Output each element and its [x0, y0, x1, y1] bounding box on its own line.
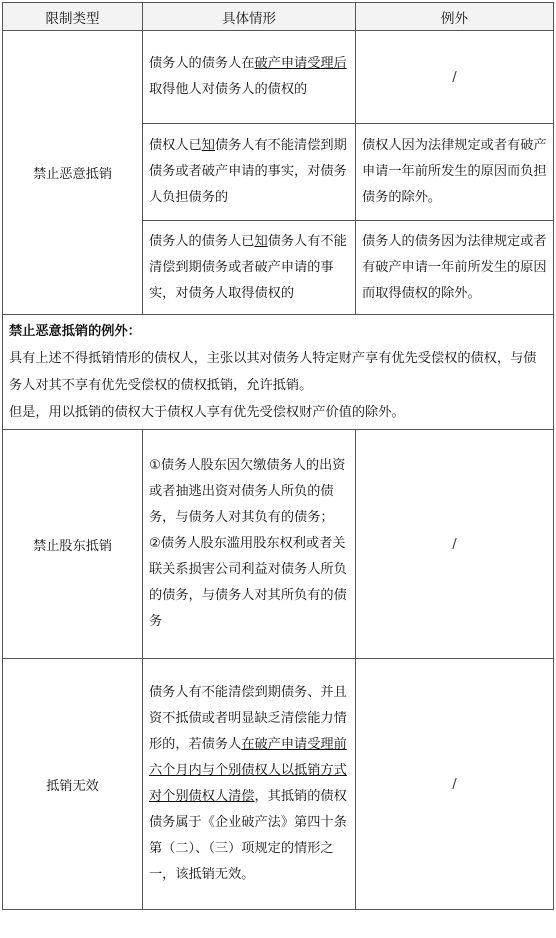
- shareholder-detail: [143, 430, 356, 659]
- exceptions-row: [3, 315, 554, 430]
- exceptions-block: [3, 315, 554, 430]
- malicious-exception-3: 债务人的债务因为法律规定或者有破产申请一年前所发生的原因而取得债权的除外。: [356, 221, 554, 315]
- malicious-exception-2: 债权人因为法律规定或者有破产申请一年前所发生的原因而负担债务的除外。: [356, 124, 554, 221]
- invalid-exception: /: [356, 659, 554, 910]
- text: ，其抵销的债权债务属于《企业破产法》第四十条第（二）、（三）项规定的情形之一，该抵销无效。: [149, 789, 347, 882]
- header-type: 限制类型: [3, 3, 143, 31]
- type-shareholder-offset: 禁止股东抵销: [3, 430, 143, 659]
- text: 债务人的债务人在: [149, 56, 255, 71]
- header-row: [3, 3, 554, 31]
- malicious-exception-1: /: [356, 31, 554, 124]
- shareholder-detail-2: ②债务人股东滥用股东权利或者关联关系损害公司利益对债务人所负的债务，与债务人对其所负有的债务: [149, 536, 347, 629]
- type-malicious-offset: 禁止恶意抵销: [3, 31, 143, 315]
- text: 债务人有不能清偿到期债务或者破产申请的事实，对债务人负担债务的: [149, 138, 347, 205]
- text: 债务人有不能清偿到期债务、并且资不抵债或者明显缺乏清偿能力情形的，若债务人: [149, 685, 347, 752]
- underlined-text: 知: [254, 233, 268, 249]
- shareholder-detail-1: ①债务人股东因欠缴债务人的出资或者抽逃出资对债务人所负的债务，与债务人对其负有的债务；: [149, 458, 346, 525]
- malicious-detail-1: [143, 31, 356, 124]
- restriction-table: [2, 2, 554, 910]
- text: 债务人有不能清偿到期债务或者破产申请的事实，对债务人取得债权的: [149, 233, 347, 301]
- exceptions-paragraph-1: 具有上述不得抵销情形的债权人，主张以其对债务人特定财产享有优先受偿权的债权，与债务人对其不享有优先受偿权的债权抵销，允许抵销。: [9, 351, 537, 393]
- malicious-row-1: [3, 31, 554, 124]
- text: 债权人已: [149, 138, 202, 153]
- exceptions-paragraph-2: 但是，用以抵销的债权大于债权人享有优先受偿权财产价值的除外。: [9, 405, 405, 420]
- exceptions-title: 禁止恶意抵销的例外：: [9, 324, 141, 339]
- header-detail: 具体情形: [143, 3, 356, 31]
- invalid-row: [3, 659, 554, 910]
- underlined-text: 在破产申请受理前六个月内与个别债权人以抵销方式对个别债权人清偿: [149, 737, 347, 804]
- shareholder-row: [3, 430, 554, 659]
- type-offset-invalid: 抵销无效: [3, 659, 143, 910]
- invalid-detail: [143, 659, 356, 910]
- shareholder-exception: /: [356, 430, 554, 659]
- malicious-detail-2: [143, 124, 356, 221]
- underlined-text: 破产申请受理后: [254, 56, 347, 71]
- text: 取得他人对债务人的债权的: [149, 82, 308, 97]
- malicious-detail-3: [143, 221, 356, 315]
- underlined-text: 知: [201, 138, 215, 153]
- text: 债务人的债务人已: [149, 233, 255, 249]
- header-exception: 例外: [356, 3, 554, 31]
